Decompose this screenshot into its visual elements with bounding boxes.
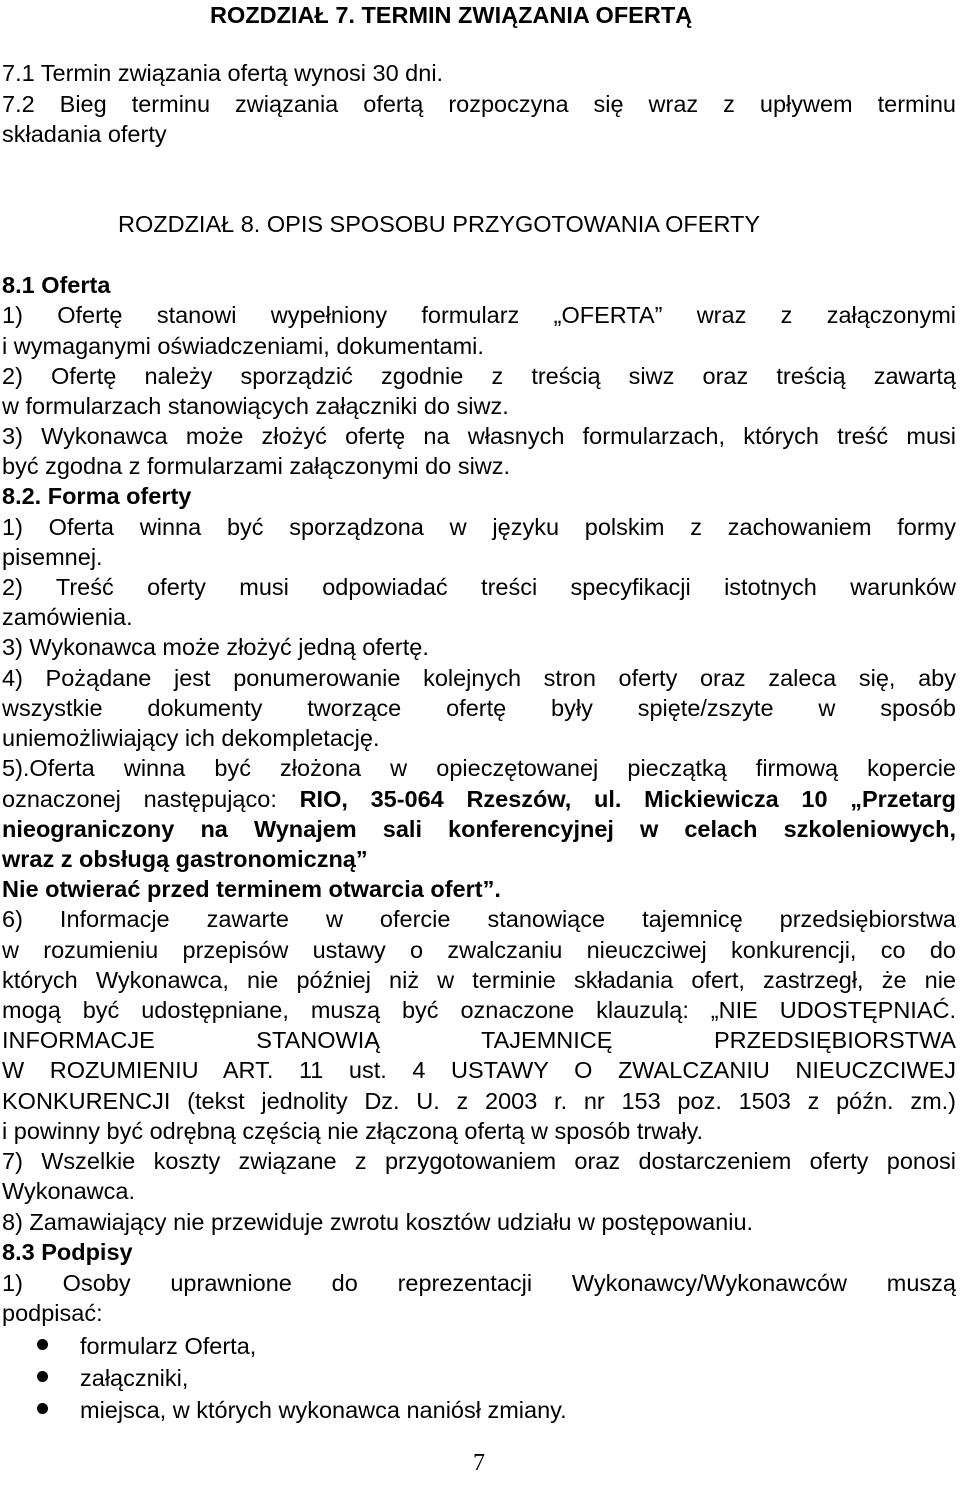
para-8-2-7-line2: Wykonawca.	[2, 1178, 136, 1204]
bullet-icon	[37, 1403, 48, 1414]
para-8-1-3-line1: 3) Wykonawca może złożyć ofertę na własnych formularzach, których treść musi	[2, 423, 956, 449]
para-8-2-6-line4: mogą być udostępniane, muszą być oznaczone klauzulą: „NIE UDOSTĘPNIAĆ.	[2, 997, 956, 1023]
bullet-item: miejsca, w których wykonawca naniósł zmiany.	[80, 1397, 567, 1423]
para-8-2-2-line1: 2) Treść oferty musi odpowiadać treści specyfikacji istotnych warunków	[2, 574, 956, 600]
para-8-2-4-line2: wszystkie dokumenty tworzące ofertę były spięte/zszyte w sposób	[2, 695, 956, 721]
para-8-2-2-line2: zamówienia.	[2, 604, 133, 630]
para-7-2-line1: 7.2 Bieg terminu związania ofertą rozpoczyna się wraz z upływem terminu	[2, 91, 956, 117]
para-8-1-2-line2: w formularzach stanowiących załączniki do siwz.	[2, 393, 509, 419]
para-8-2-5-address: RIO, 35-064 Rzeszów, ul. Mickiewicza 10 „Przetarg	[299, 786, 957, 812]
para-8-2-5-line4: wraz z obsługą gastronomiczną”	[2, 846, 368, 872]
page-number: 7	[473, 1450, 485, 1476]
para-8-2-5-line2-plain: oznaczonej następująco:	[2, 786, 300, 812]
para-8-2-4-line1: 4) Pożądane jest ponumerowanie kolejnych stron oferty oraz zaleca się, aby	[2, 665, 956, 691]
bullet-item: załączniki,	[80, 1365, 189, 1391]
para-8-2-6-line5: INFORMACJE STANOWIĄ TAJEMNICĘ PRZEDSIĘBIORSTWA	[2, 1027, 956, 1053]
para-8-2-7-line1: 7) Wszelkie koszty związane z przygotowaniem oraz dostarczeniem oferty ponosi	[2, 1148, 956, 1174]
para-8-2-5-line2	[2, 784, 956, 814]
bullet-item: formularz Oferta,	[80, 1333, 257, 1359]
para-8-1-2-line1: 2) Ofertę należy sporządzić zgodnie z treścią siwz oraz treścią zawartą	[2, 363, 956, 389]
para-8-1-3-line2: być zgodna z formularzami załączonymi do siwz.	[2, 453, 511, 479]
para-8-3-1-line1: 1) Osoby uprawnione do reprezentacji Wykonawcy/Wykonawców muszą	[2, 1270, 956, 1296]
chapter-8-heading: ROZDZIAŁ 8. OPIS SPOSOBU PRZYGOTOWANIA OFERTY	[118, 211, 761, 237]
para-8-3-1-line2: podpisać:	[2, 1300, 103, 1326]
para-8-2-8: 8) Zamawiający nie przewiduje zwrotu kosztów udziału w postępowaniu.	[2, 1209, 754, 1235]
para-8-2-6-line2: w rozumieniu przepisów ustawy o zwalczaniu nieuczciwej konkurencji, co do	[2, 937, 956, 963]
para-7-2-line2: składania oferty	[2, 121, 167, 147]
para-8-2-6-line1: 6) Informacje zawarte w ofercie stanowiące tajemnicę przedsiębiorstwa	[2, 906, 956, 932]
para-7-1: 7.1 Termin związania ofertą wynosi 30 dni.	[2, 60, 444, 86]
section-8-3-title: 8.3 Podpisy	[2, 1239, 133, 1265]
para-8-2-5-line5: Nie otwierać przed terminem otwarcia ofert”.	[2, 876, 501, 902]
para-8-1-1-line2: i wymaganymi oświadczeniami, dokumentami.	[2, 333, 484, 359]
para-8-2-4-line3: uniemożliwiający ich dekompletację.	[2, 725, 380, 751]
para-8-2-3: 3) Wykonawca może złożyć jedną ofertę.	[2, 634, 429, 660]
para-8-2-1-line1: 1) Oferta winna być sporządzona w języku polskim z zachowaniem formy	[2, 514, 956, 540]
para-8-2-6-line3: których Wykonawca, nie później niż w terminie składania ofert, zastrzegł, że nie	[2, 967, 956, 993]
chapter-7-heading: ROZDZIAŁ 7. TERMIN ZWIĄZANIA OFERTĄ	[210, 2, 693, 28]
para-8-2-6-line6: W ROZUMIENIU ART. 11 ust. 4 USTAWY O ZWALCZANIU NIEUCZCIWEJ	[2, 1057, 956, 1083]
para-8-1-1-line1: 1) Ofertę stanowi wypełniony formularz „OFERTA” wraz z załączonymi	[2, 302, 956, 328]
section-8-1-title: 8.1 Oferta	[2, 272, 111, 298]
para-8-2-5-line3: nieograniczony na Wynajem sali konferencyjnej w celach szkoleniowych,	[2, 816, 956, 842]
para-8-2-5-line1: 5).Oferta winna być złożona w opieczętowanej pieczątką firmową kopercie	[2, 755, 956, 781]
section-8-2-title: 8.2. Forma oferty	[2, 483, 192, 509]
para-8-2-6-line8: i powinny być odrębną częścią nie złączoną ofertą w sposób trwały.	[2, 1118, 704, 1144]
para-8-2-6-line7: KONKURENCJI (tekst jednolity Dz. U. z 2003 r. nr 153 poz. 1503 z późn. zm.)	[2, 1088, 956, 1114]
para-8-2-1-line2: pisemnej.	[2, 544, 103, 570]
bullet-icon	[37, 1339, 48, 1350]
bullet-icon	[37, 1371, 48, 1382]
